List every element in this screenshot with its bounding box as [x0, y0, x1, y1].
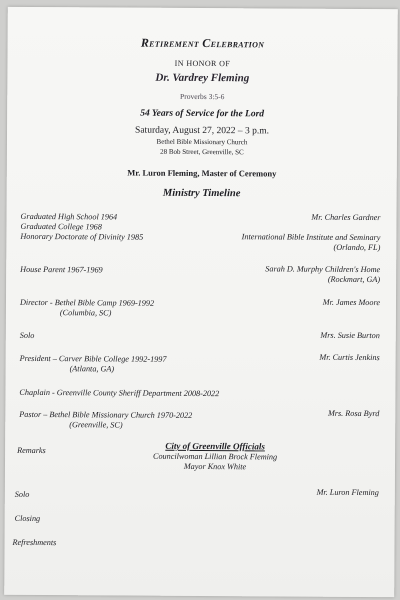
solo-entry: Solo	[19, 330, 35, 340]
pastor-title: Pastor – Bethel Bible Missionary Church 1970-2022	[19, 409, 193, 420]
official-name: Mayor Knox White	[183, 461, 247, 472]
official-name: Councilwoman Lillian Brock Fleming	[152, 451, 278, 462]
participant-name: Mr. Charles Gardner	[311, 212, 381, 223]
closing-entry: Closing	[14, 513, 41, 524]
president-location: (Atlanta, GA)	[69, 364, 115, 374]
solo-performer: Mrs. Susie Burton	[320, 330, 380, 341]
scripture-reference: Proverbs 3:5-6	[180, 91, 225, 102]
institution-name: International Bible Institute and Seminary	[241, 232, 381, 243]
church-address: 28 Bob Street, Greenville, SC	[160, 147, 244, 157]
director-entry	[20, 298, 154, 319]
pastor-entry	[19, 410, 192, 431]
director-location: (Columbia, SC)	[59, 308, 112, 318]
years-of-service: 54 Years of Service for the Lord	[140, 108, 265, 120]
refreshments-entry: Refreshments	[12, 537, 57, 548]
education-participant	[242, 212, 381, 253]
officials-heading: City of Greenville Officials	[165, 440, 265, 452]
master-of-ceremony: Mr. Luron Fleming, Master of Ceremony	[127, 167, 277, 179]
program-sheet	[4, 7, 398, 597]
education-item: Honorary Doctorate of Divinity 1985	[20, 231, 144, 242]
remarks-entry: Remarks	[17, 445, 46, 456]
president-title: President – Carver Bible College 1992-1997	[19, 353, 167, 364]
house-parent-entry: House Parent 1967-1969	[20, 264, 103, 275]
president-participant: Mr. Curtis Jenkins	[319, 352, 380, 363]
education-item: Graduated College 1968	[20, 221, 102, 232]
church-name: Bethel Bible Missionary Church	[156, 137, 248, 147]
institution-location: (Orlando, FL)	[333, 242, 381, 253]
officials-block	[35, 440, 395, 473]
honoree-name: Dr. Vardrey Fleming	[155, 71, 250, 85]
solo-performer: Mr. Luron Fleming	[316, 487, 379, 498]
childrens-home-city: (Rockmart, GA)	[327, 274, 381, 285]
director-title: Director - Bethel Bible Camp 1969-1992	[19, 297, 155, 308]
solo-entry: Solo	[14, 489, 30, 499]
childrens-home-name: Sarah D. Murphy Children's Home	[265, 264, 381, 275]
in-honor-of: IN HONOR OF	[174, 58, 231, 69]
event-date-time: Saturday, August 27, 2022 – 3 p.m.	[135, 125, 270, 137]
pastor-participant: Mrs. Rosa Byrd	[327, 408, 380, 419]
pastor-location: (Greenville, SC)	[69, 420, 123, 430]
education-list	[20, 212, 143, 243]
program-title: Retirement Celebration	[140, 35, 265, 51]
education-item: Graduated High School 1964	[20, 211, 118, 222]
ministry-timeline-heading: Ministry Timeline	[162, 187, 241, 200]
house-parent-location	[265, 264, 380, 285]
director-participant: Mr. James Moore	[322, 297, 381, 308]
chaplain-entry: Chaplain - Greenville County Sheriff Department 2008-2022	[19, 387, 220, 399]
president-entry	[20, 354, 167, 375]
